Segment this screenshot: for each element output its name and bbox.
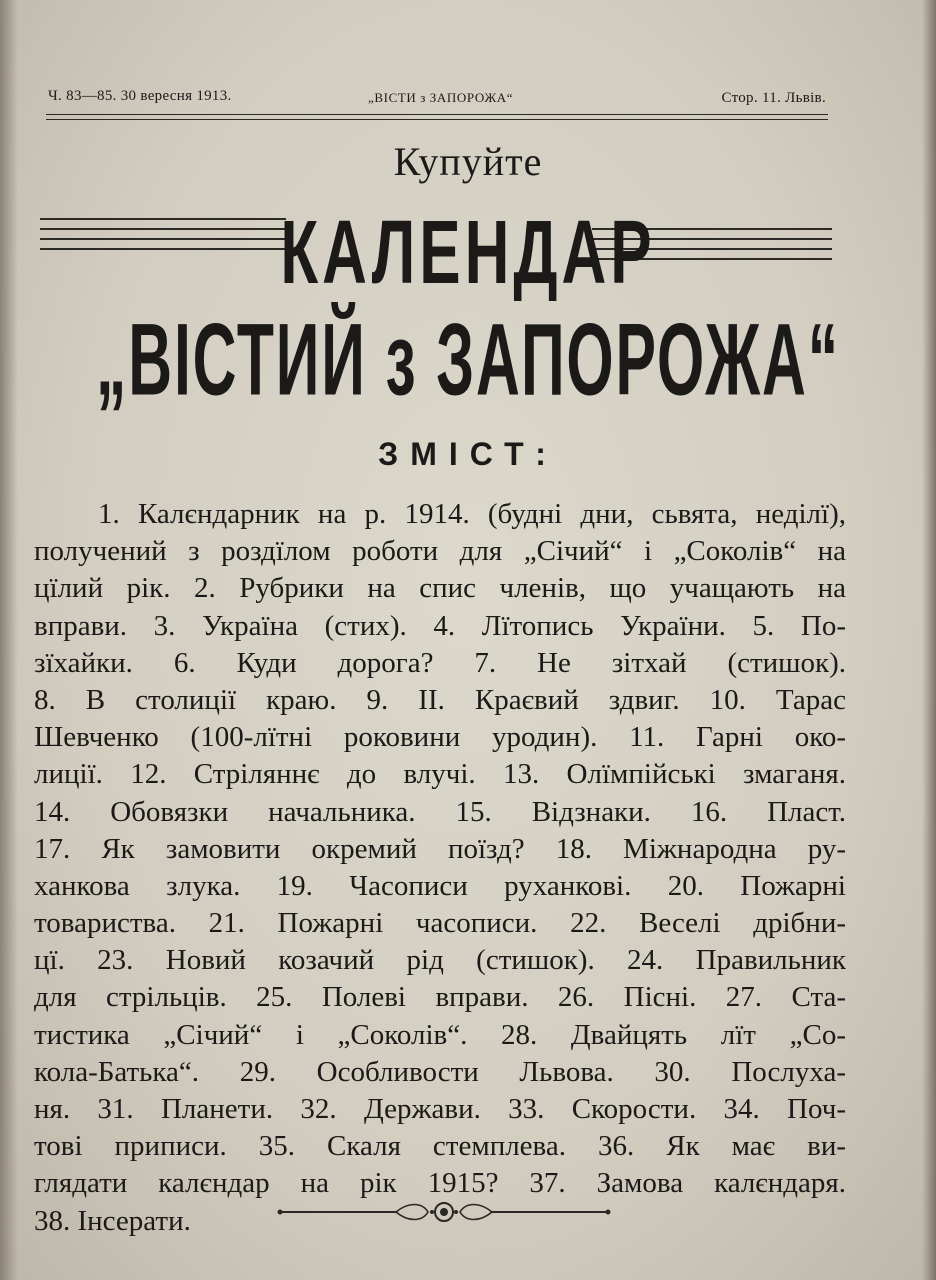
contents-line: 14. Обовязки начальника. 15. Відзнаки. 16. Пласт.: [34, 795, 846, 828]
ad-calendar-title: „ВІСТИЙ з ЗАПОРОЖА“: [96, 301, 840, 417]
running-header: [48, 88, 826, 110]
contents-line: глядати калєндар на рік 1915? 37. Замова калєндаря.: [34, 1167, 846, 1200]
contents-line: Шевченко (100-лїтні роковини уродин). 11. Гарні око-: [34, 721, 846, 754]
issue-date: Ч. 83—85. 30 вересня 1913.: [48, 88, 232, 104]
contents-line: 38. Інсерати.: [34, 1204, 191, 1237]
contents-line: товариства. 21. Пожарні часописи. 22. Веселі дрібни-: [34, 907, 846, 940]
contents-line: вправи. 3. Україна (стих). 4. Лїтопись України. 5. По-: [34, 609, 846, 642]
contents-line: ханкова злука. 19. Часописи руханкові. 20. Пожарні: [34, 869, 846, 902]
binding-shadow: [0, 0, 18, 1280]
contents-heading: ЗМІСТ:: [378, 436, 558, 472]
page-number: Стор. 11. Львів.: [721, 90, 826, 106]
newspaper-name: „ВІСТИ з ЗАПОРОЖА“: [368, 90, 514, 105]
contents-line: ня. 31. Планети. 32. Держави. 33. Скорости. 34. Поч-: [34, 1093, 846, 1125]
ad-buy-line: Купуйте: [393, 139, 543, 184]
ad-calendar-word: КАЛЕНДАР: [280, 203, 656, 304]
contents-line: кола-Батька“. 29. Особливости Львова. 30. Послуха-: [34, 1055, 846, 1088]
contents-line: зїхайки. 6. Куди дорога? 7. Не зітхай (стишок).: [34, 646, 846, 679]
contents-line: 8. В столиції краю. 9. II. Краєвий здвиг. 10. Тарас: [34, 683, 846, 716]
contents-line: для стрільців. 25. Полеві вправи. 26. Пісні. 27. Ста-: [34, 981, 846, 1014]
contents-line: получений з роздїлом роботи для „Січий“ і „Соколів“ на: [34, 535, 846, 568]
contents-line: лиції. 12. Стріляннє до влучі. 13. Олїмпійські змаганя.: [34, 758, 846, 791]
contents-line: цїлий рік. 2. Рубрики на спис членів, що учащають на: [34, 572, 846, 605]
contents-text: [34, 496, 846, 1240]
header-rule: [46, 114, 828, 120]
contents-line: 17. Як замовити окремий поїзд? 18. Міжнародна ру-: [34, 832, 846, 865]
contents-line: тистика „Січий“ і „Соколів“. 28. Двайцять лїт „Со-: [34, 1018, 846, 1051]
contents-line: цї. 23. Новий козачий рід (стишок). 24. Правильник: [34, 944, 846, 977]
page-edge-shadow: [922, 0, 936, 1280]
contents-line: тові приписи. 35. Скаля стемплева. 36. Як має ви-: [34, 1130, 846, 1163]
contents-line: 1. Калєндарник на р. 1914. (будні дни, сьвята, неділї),: [98, 498, 846, 530]
ornament-divider: [276, 1200, 612, 1224]
